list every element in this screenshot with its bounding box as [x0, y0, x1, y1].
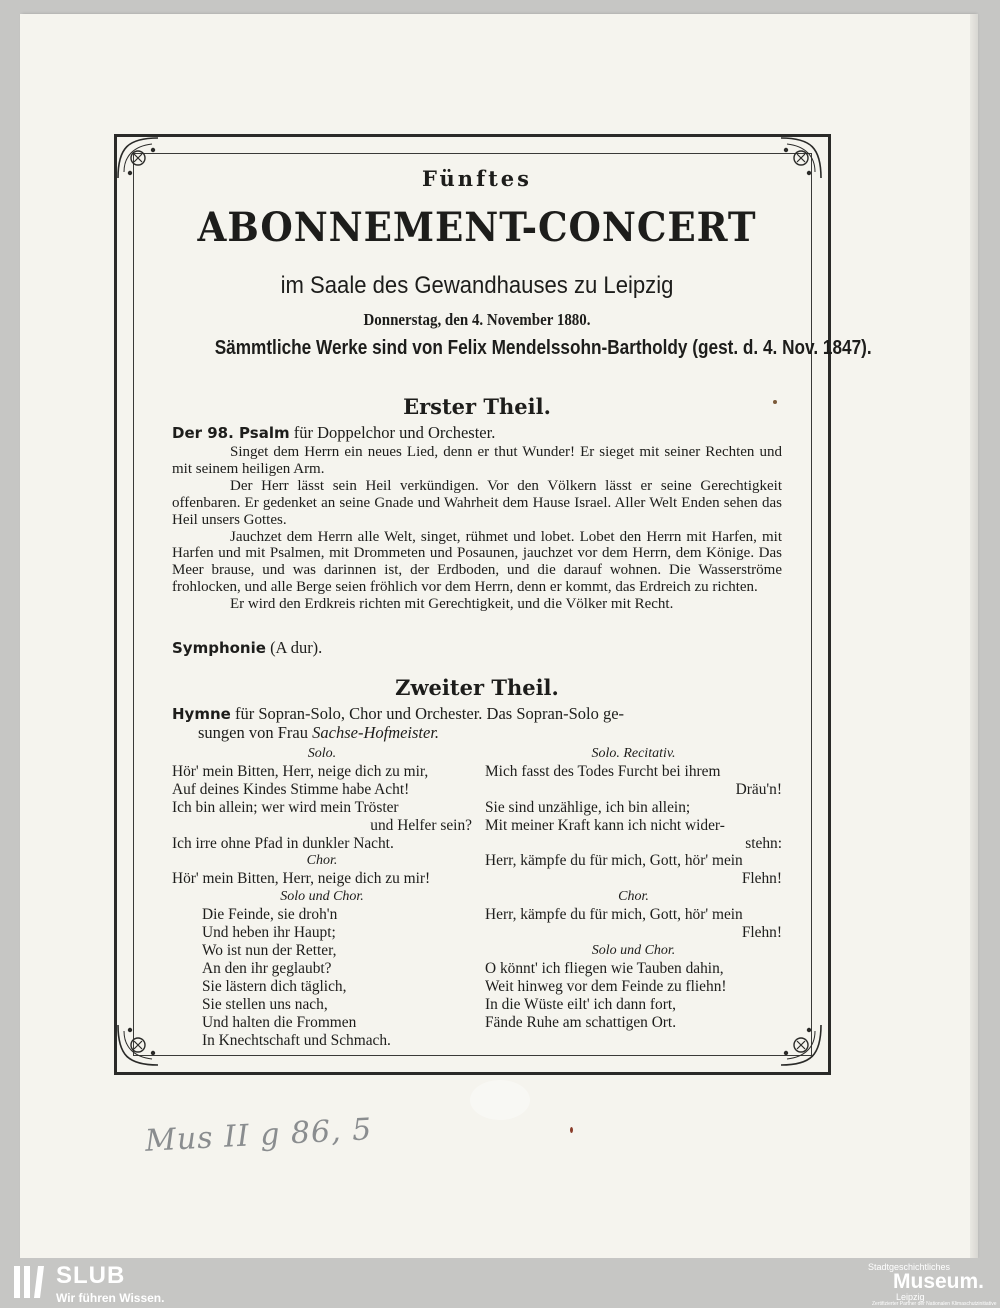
solo-label: Solo.	[307, 746, 337, 761]
verse-line: Wo ist nun der Retter,	[202, 941, 337, 959]
museum-name: Museum.	[893, 1270, 985, 1293]
verse-line: stehn:	[745, 834, 782, 852]
museum-pre: Stadtgeschichtliches	[868, 1262, 951, 1272]
verse-line: In die Wüste eilt' ich dann fort,	[485, 995, 676, 1013]
verse-line: Herr, kämpfe du für mich, Gott, hör' mein	[485, 852, 743, 870]
solo-und-chor-label: Solo und Chor.	[591, 942, 676, 958]
verse-line: Mich fasst des Todes Furcht bei ihrem	[485, 762, 721, 780]
hymn-scoring: für Sopran-Solo, Chor und Orchester. Das Sopran-Solo ge-	[234, 704, 625, 723]
psalm-title-line	[172, 423, 782, 443]
paper-stain	[773, 400, 777, 404]
hymn-soloist: Sachse-Hofmeister.	[312, 723, 440, 742]
verse-line: Weit hinweg vor dem Feinde zu fliehn!	[485, 977, 727, 995]
psalm-scoring: für Doppelchor und Orchester.	[293, 423, 496, 442]
verse-line: Mit meiner Kraft kann ich nicht wider-	[485, 816, 725, 834]
psalm-text	[172, 444, 782, 613]
verse-line: Auf deines Kindes Stimme habe Acht!	[172, 780, 410, 798]
verse-line: Ich irre ohne Pfad in dunkler Nacht.	[172, 834, 394, 852]
hymn-soloist-line	[172, 723, 808, 743]
concert-title: ABONNEMENT-CONCERT	[197, 204, 757, 251]
verse-line: Und heben ihr Haupt;	[202, 924, 336, 942]
pre-title: Fünftes	[422, 166, 532, 191]
verse-line: Dräu'n!	[735, 780, 782, 798]
handwritten-shelfmark: Mus II g 86, 5	[144, 1112, 374, 1159]
part-two-heading: Zweiter Theil.	[395, 675, 559, 700]
corner-ornament-bottom-left-icon	[108, 1015, 168, 1075]
verse-line: In Knechtschaft und Schmach.	[202, 1031, 391, 1049]
psalm-paragraph: Er wird den Erdkreis richten mit Gerechtigkeit, und die Völker mit Recht.	[230, 596, 674, 613]
composer-note: Sämmtliche Werke sind von Felix Mendelssohn-Bartholdy (gest. d. 4. Nov. 1847).	[214, 337, 872, 359]
verse-line: Und halten die Frommen	[202, 1013, 357, 1031]
symphony-key: (A dur).	[270, 638, 323, 657]
verse-line: Die Feinde, sie droh'n	[202, 906, 338, 924]
venue-line: im Saale des Gewandhauses zu Leipzig	[280, 272, 674, 299]
symphony-line	[172, 638, 782, 658]
corner-ornament-top-left-icon	[108, 128, 168, 188]
hymn-right-column	[485, 745, 782, 1032]
verse-line: Sie lästern dich täglich,	[202, 977, 347, 995]
paper-stain	[570, 1127, 573, 1133]
hymn-left-column	[172, 745, 472, 1049]
museum-city: Leipzig	[896, 1292, 925, 1302]
psalm-paragraph: Der Herr lässt sein Heil verkündigen. Vor den Völkern lässt er seine Gerechtigkeit offenbaren. Er gedenket an seine Gnade und Wahrheit dem Hause Israel. Aller Welt Enden sehen das Heil unsers Gottes.	[172, 477, 782, 528]
symphony-name: Symphonie	[172, 639, 266, 657]
recitativ-label: Solo. Recitativ.	[591, 746, 676, 761]
chor-label: Chor.	[618, 889, 649, 905]
museum-cert: Zertifizierter Partner der Nationalen Klimaschutzinitiative	[872, 1301, 997, 1307]
psalm-paragraph: Singet dem Herrn ein neues Lied, denn er thut Wunder! Er sieget mit seiner Rechten und mit seinem heiligen Arm.	[172, 444, 782, 477]
verse-line: Herr, kämpfe du für mich, Gott, hör' mein	[485, 906, 743, 924]
hymn-name: Hymne	[172, 705, 231, 723]
psalm-paragraph: Jauchzet dem Herrn alle Welt, singet, rühmet und lobet. Lobet den Herrn mit Harfen, mit Harfen und mit Psalmen, mit Drommeten und Posaunen, jauchzet vor dem Herrn, dem Könige. Das Meer brause, und was darinnen ist, der Erdboden, und die darauf wohnen. Die Wasserströme frohlocken, und alle Berge seien fröhlich vor dem Herrn, denn er kommt, das Erdreich zu richten.	[172, 528, 782, 596]
hymn-title-line	[172, 704, 782, 724]
verse-line: Hör' mein Bitten, Herr, neige dich zu mir,	[172, 762, 429, 780]
verse-line: Flehn!	[741, 924, 782, 942]
verse-line: Flehn!	[741, 870, 782, 888]
verse-line: An den ihr geglaubt?	[202, 959, 332, 977]
programme-content	[172, 166, 872, 1049]
verse-line: Sie stellen uns nach,	[202, 995, 328, 1013]
paper-edge	[970, 14, 978, 1258]
part-one-heading: Erster Theil.	[403, 394, 551, 419]
paper-emboss	[470, 1080, 530, 1120]
slub-name: SLUB	[56, 1262, 126, 1289]
concert-date: Donnerstag, den 4. November 1880.	[363, 310, 591, 329]
verse-line: O könnt' ich fliegen wie Tauben dahin,	[485, 959, 724, 977]
verse-line: Hör' mein Bitten, Herr, neige dich zu mir!	[172, 870, 431, 888]
hymn-scoring-cont: sungen von Frau	[198, 723, 308, 742]
verse-line: Ich bin allein; wer wird mein Tröster	[172, 798, 399, 816]
verse-line: und Helfer sein?	[370, 816, 472, 834]
slub-tagline: Wir führen Wissen.	[56, 1291, 165, 1305]
slub-logo-icon	[8, 1262, 48, 1302]
verse-line: Sie sind unzählige, ich bin allein;	[485, 798, 691, 816]
verse-line: Fände Ruhe am schattigen Ort.	[485, 1013, 677, 1031]
psalm-name: Der 98. Psalm	[172, 424, 290, 442]
solo-und-chor-label: Solo und Chor.	[280, 889, 364, 905]
chor-label: Chor.	[306, 853, 338, 869]
